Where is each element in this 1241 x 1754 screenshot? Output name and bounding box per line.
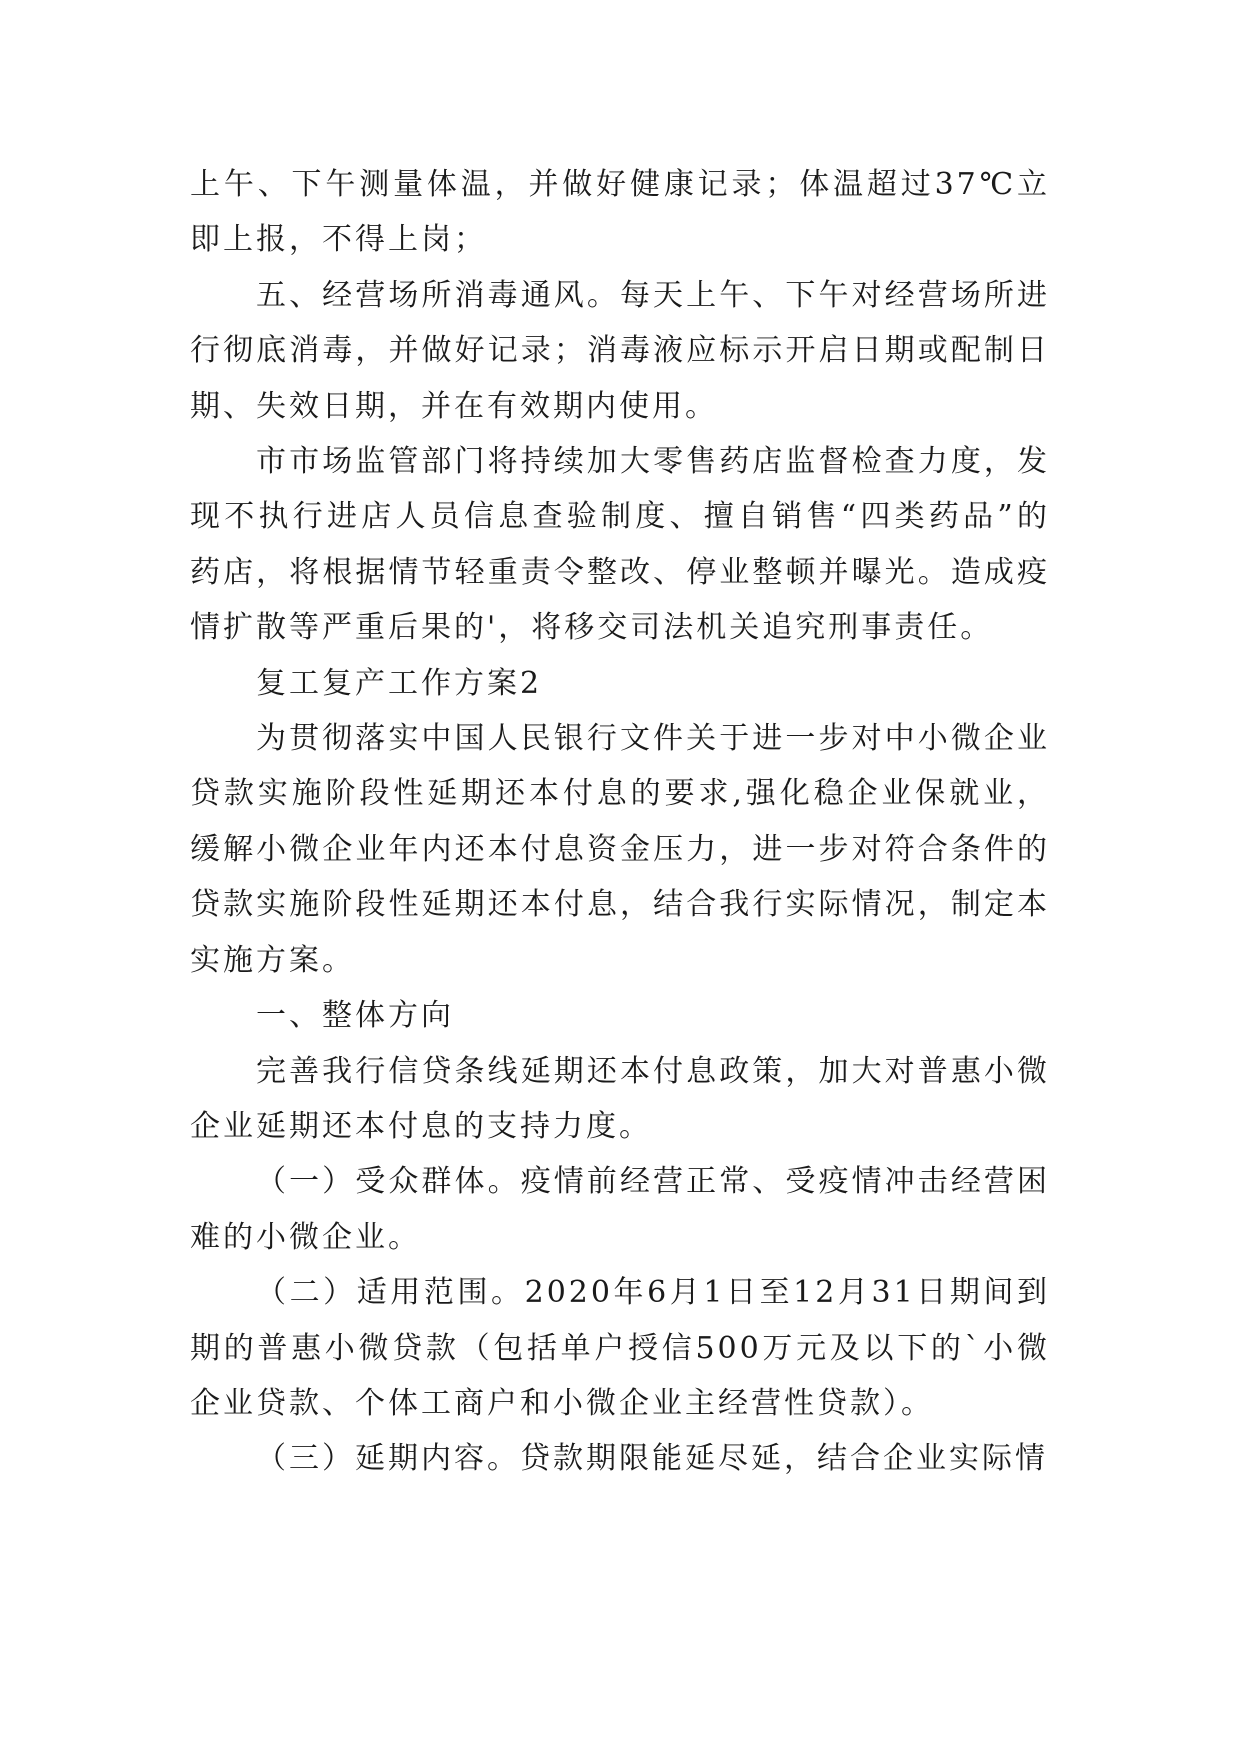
heading-overall-direction: 一、整体方向 bbox=[256, 998, 454, 1034]
section-title-plan-2: 复工复产工作方案2 bbox=[256, 665, 543, 701]
document-body bbox=[190, 157, 1050, 1487]
paragraph-health-check-continued: 上午、下午测量体温，并做好健康记录；体温超过37℃立即上报，不得上岗； bbox=[190, 167, 1050, 258]
paragraph-extension-content: （三）延期内容。贷款期限能延尽延，结合企业实际情 bbox=[256, 1441, 1048, 1477]
paragraph-plan-intro: 为贯彻落实中国人民银行文件关于进一步对中小微企业贷款实施阶段性延期还本付息的要求,强化稳企业保就业，缓解小微企业年内还本付息资金压力，进一步对符合条件的贷款实施阶段性延期还本付息，结合我行实际情况，制定本实施方案。 bbox=[190, 721, 1050, 978]
paragraph-supervision: 市市场监管部门将持续加大零售药店监督检查力度，发现不执行进店人员信息查验制度、擅自销售“四类药品”的药店，将根据情节轻重责令整改、停业整顿并曝光。造成疫情扩散等严重后果的'，将移交司法机关追究刑事责任。 bbox=[190, 444, 1050, 646]
paragraph-scope: （二）适用范围。2020年6月1日至12月31日期间到期的普惠小微贷款（包括单户授信500万元及以下的`小微企业贷款、个体工商户和小微企业主经营性贷款）。 bbox=[190, 1275, 1050, 1421]
paragraph-policy: 完善我行信贷条线延期还本付息政策，加大对普惠小微企业延期还本付息的支持力度。 bbox=[190, 1053, 1050, 1144]
paragraph-disinfection: 五、经营场所消毒通风。每天上午、下午对经营场所进行彻底消毒，并做好记录；消毒液应标示开启日期或配制日期、失效日期，并在有效期内使用。 bbox=[190, 277, 1050, 424]
paragraph-target-group: （一）受众群体。疫情前经营正常、受疫情冲击经营困难的小微企业。 bbox=[190, 1164, 1050, 1255]
